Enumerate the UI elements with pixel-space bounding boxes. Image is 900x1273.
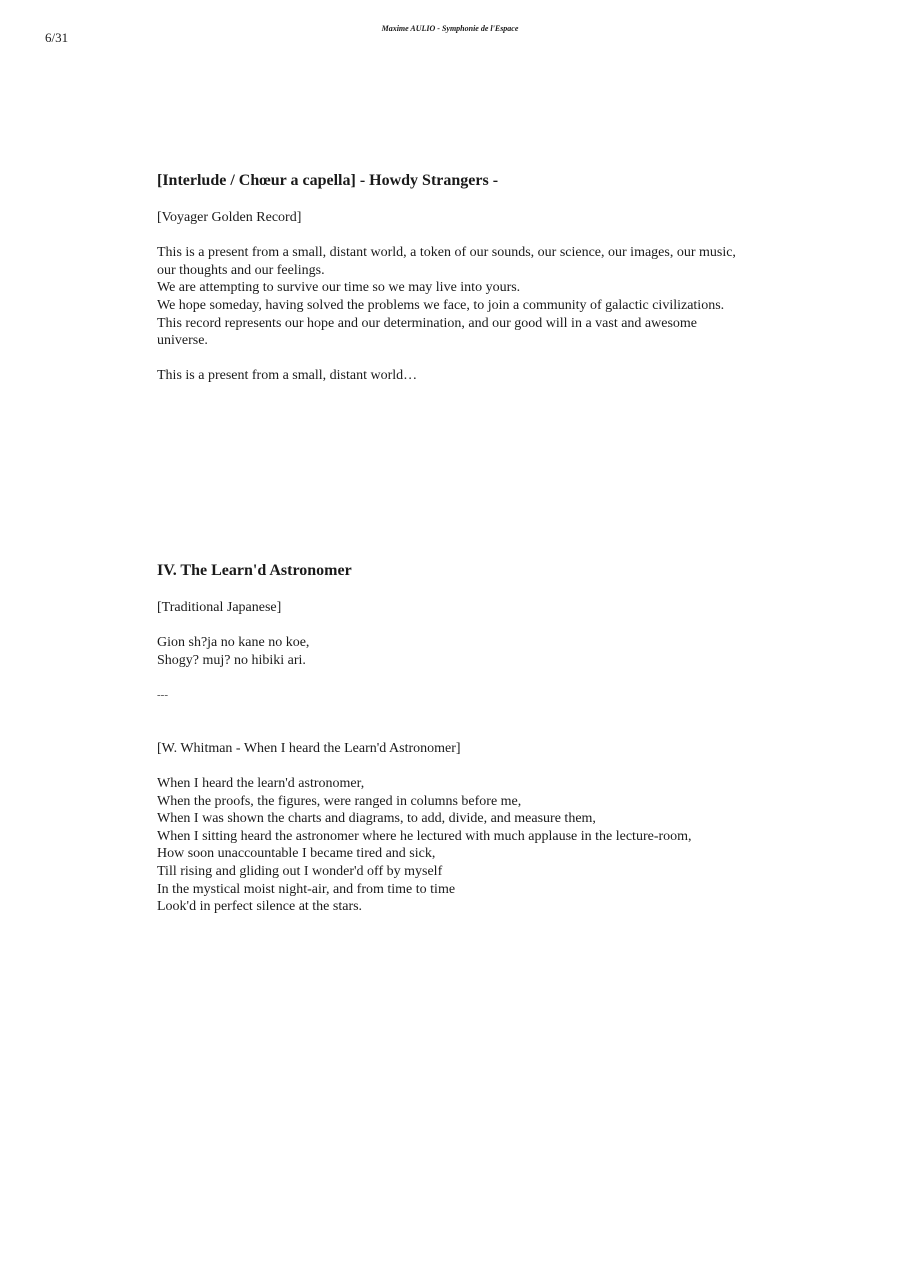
text-line: This is a present from a small, distant world… — [157, 368, 418, 384]
text-line: Gion sh?ja no kane no koe, — [157, 635, 310, 651]
running-header: Maxime AULIO - Symphonie de l'Espace — [381, 24, 519, 33]
section-learnd-astronomer — [157, 561, 757, 916]
paragraph — [157, 367, 757, 385]
text-line: In the mystical moist night-air, and from time to time — [157, 881, 456, 897]
text-line: When I was shown the charts and diagrams, to add, divide, and measure them, — [157, 811, 596, 827]
section-interlude — [157, 171, 757, 385]
text-line: We hope someday, having solved the problems we face, to join a community of galactic civilizations. — [157, 297, 725, 313]
text-line: When I heard the learn'd astronomer, — [157, 775, 365, 791]
text-line: How soon unaccountable I became tired and sick, — [157, 846, 436, 862]
section-title: [Interlude / Chœur a capella] - Howdy Strangers - — [157, 172, 499, 189]
page-number: 6/31 — [45, 30, 69, 45]
source-note: [W. Whitman - When I heard the Learn'd Astronomer] — [157, 740, 461, 756]
text-line: universe. — [157, 333, 208, 349]
text-line: This record represents our hope and our determination, and our good will in a vast and awesome — [157, 315, 698, 331]
text-line: Look'd in perfect silence at the stars. — [157, 899, 363, 915]
text-line: When I sitting heard the astronomer where he lectured with much applause in the lecture-room, — [157, 828, 692, 844]
text-line: This is a present from a small, distant world, a token of our sounds, our science, our images, our music, — [157, 245, 736, 261]
paragraph — [157, 244, 757, 350]
text-line: Shogy? muj? no hibiki ari. — [157, 652, 306, 668]
separator: --- — [157, 688, 168, 701]
text-line: When the proofs, the figures, were ranged in columns before me, — [157, 793, 522, 809]
text-line: our thoughts and our feelings. — [157, 262, 325, 278]
paragraph — [157, 634, 757, 669]
source-note: [Traditional Japanese] — [157, 600, 282, 615]
section-title: IV. The Learn'd Astronomer — [157, 562, 352, 579]
text-line: Till rising and gliding out I wonder'd off by myself — [157, 863, 443, 879]
source-note: [Voyager Golden Record] — [157, 210, 302, 225]
text-line: We are attempting to survive our time so we may live into yours. — [157, 280, 521, 296]
paragraph — [157, 775, 757, 916]
